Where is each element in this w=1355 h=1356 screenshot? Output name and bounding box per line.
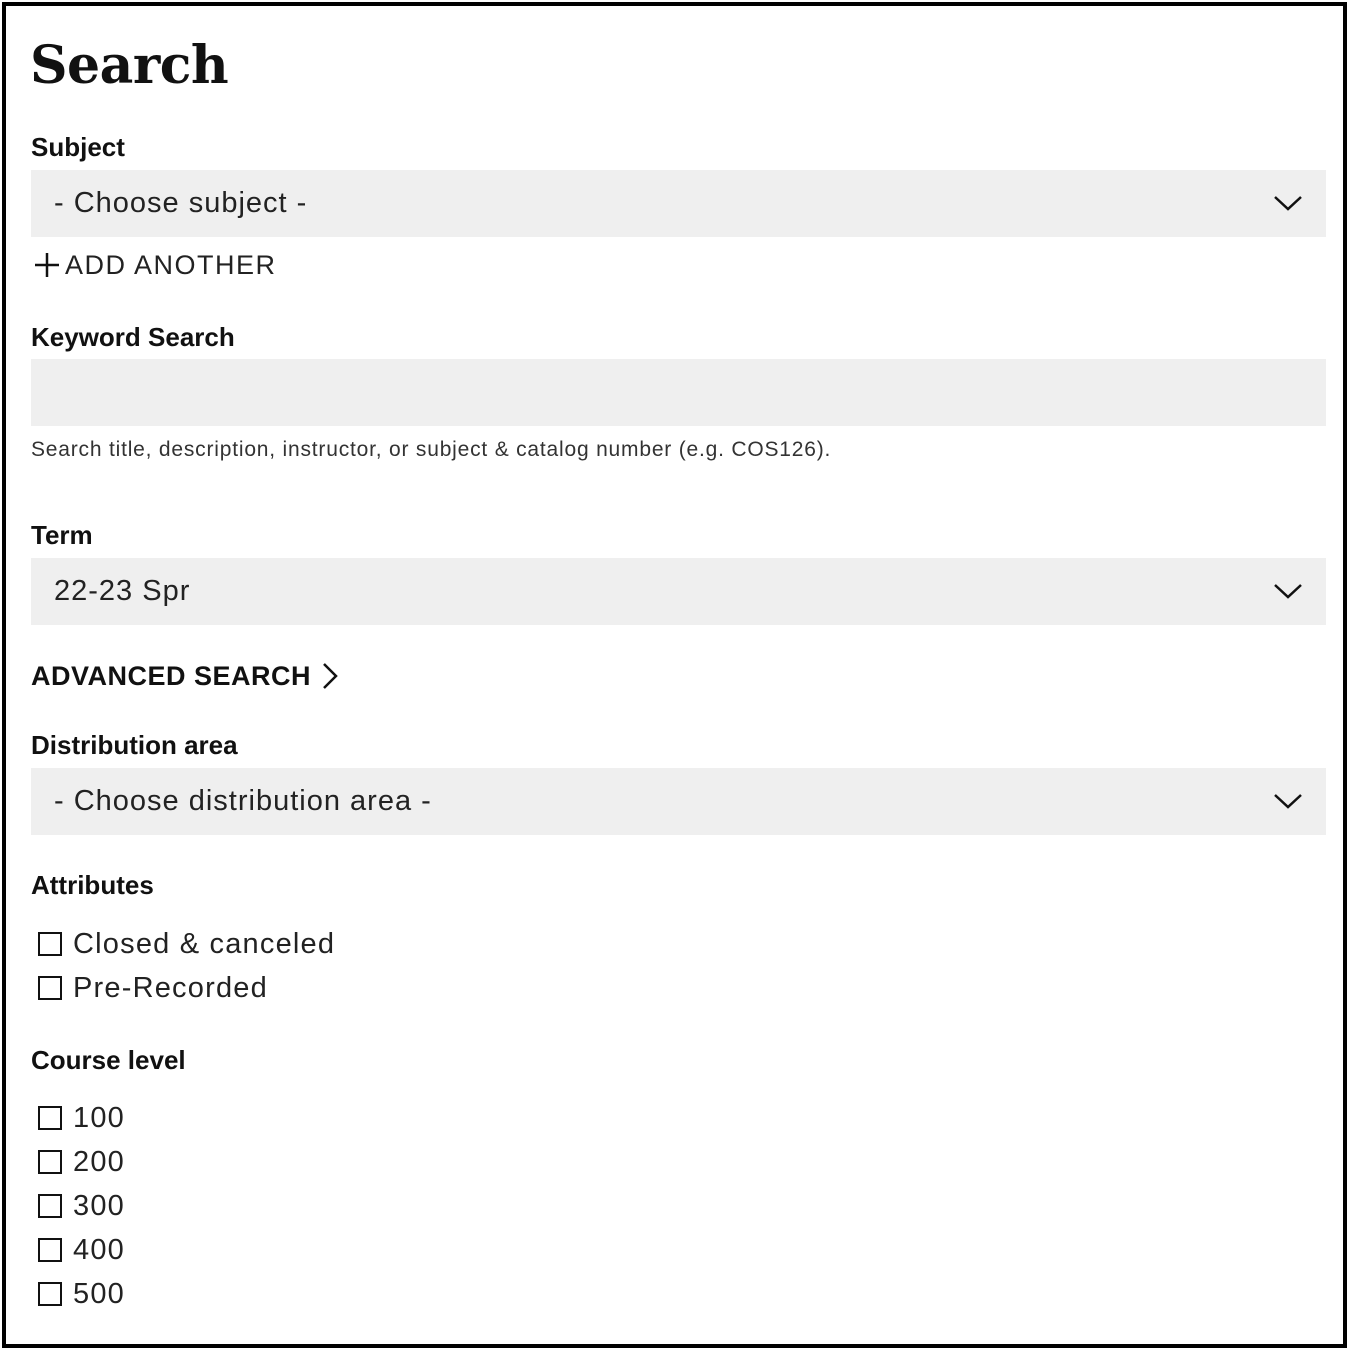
checkbox-label: 400 <box>73 1233 125 1266</box>
chevron-down-icon <box>1272 191 1304 215</box>
subject-label: Subject <box>31 132 125 162</box>
course-level-checkbox-200[interactable] <box>38 1144 125 1180</box>
chevron-down-icon <box>1272 789 1304 813</box>
checkbox[interactable] <box>38 1282 62 1306</box>
advanced-search-label: ADVANCED SEARCH <box>31 660 312 691</box>
term-label: Term <box>31 520 93 550</box>
distribution-area-select[interactable] <box>31 768 1326 835</box>
add-another-label: ADD ANOTHER <box>65 249 277 280</box>
distribution-area-label: Distribution area <box>31 730 238 760</box>
keyword-search-input[interactable] <box>31 359 1326 426</box>
course-level-checkbox-400[interactable] <box>38 1232 125 1268</box>
course-level-label: Course level <box>31 1045 186 1075</box>
subject-select[interactable] <box>31 170 1326 237</box>
checkbox-label: 200 <box>73 1145 125 1178</box>
attribute-checkbox-closed-canceled[interactable] <box>38 926 335 962</box>
checkbox[interactable] <box>38 1194 62 1218</box>
attributes-label: Attributes <box>31 870 154 900</box>
chevron-down-icon <box>1272 579 1304 603</box>
add-another-subject-button[interactable] <box>33 248 277 282</box>
chevron-right-icon <box>321 661 339 691</box>
course-level-checkbox-300[interactable] <box>38 1188 125 1224</box>
checkbox[interactable] <box>38 976 62 1000</box>
term-select-value: 22-23 Spr <box>54 575 191 607</box>
checkbox[interactable] <box>38 1150 62 1174</box>
checkbox[interactable] <box>38 932 62 956</box>
course-level-checkbox-500[interactable] <box>38 1276 125 1312</box>
attribute-checkbox-pre-recorded[interactable] <box>38 970 268 1006</box>
page-title: Search <box>30 35 229 96</box>
term-select[interactable] <box>31 558 1326 625</box>
distribution-area-select-value: - Choose distribution area - <box>54 785 432 817</box>
keyword-search-label: Keyword Search <box>31 322 235 352</box>
subject-select-value: - Choose subject - <box>54 187 308 219</box>
keyword-search-hint: Search title, description, instructor, or subject & catalog number (e.g. COS126). <box>31 438 832 461</box>
checkbox-label: 100 <box>73 1101 125 1134</box>
checkbox-label: 300 <box>73 1189 125 1222</box>
plus-icon <box>33 251 61 279</box>
checkbox[interactable] <box>38 1106 62 1130</box>
checkbox[interactable] <box>38 1238 62 1262</box>
advanced-search-toggle[interactable] <box>31 656 339 696</box>
course-level-checkbox-100[interactable] <box>38 1100 125 1136</box>
checkbox-label: Pre-Recorded <box>73 971 268 1004</box>
checkbox-label: Closed & canceled <box>73 927 336 960</box>
checkbox-label: 500 <box>73 1277 125 1310</box>
